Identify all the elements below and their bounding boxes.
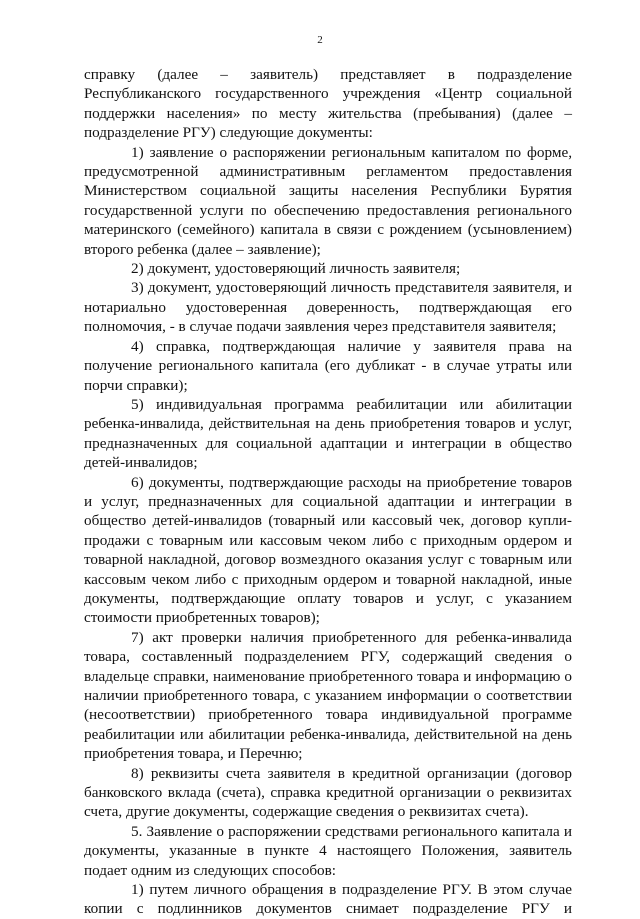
text-line: наличии приобретенного товара, с указанием информации о соответствии [84, 687, 572, 704]
text-line: материнского (семейного) капитала в связи с рождением (усыновлением) [84, 221, 572, 239]
text-line: и услуг, предназначенных для социальной адаптации и интеграции в [84, 492, 572, 510]
text-line: 1) заявление о распоряжении региональным капиталом по форме, [131, 143, 572, 161]
text-line: 7) акт проверки наличия приобретенного для ребенка-инвалида [131, 628, 572, 646]
text-line: банковского вклада (счета), справка кредитной организации о реквизитах [84, 784, 572, 802]
text-line: документы, подтверждающие оплату товаров и услуг, с указанием [84, 589, 572, 607]
text-line: государственной услуги по обеспечению предоставления регионального [84, 201, 572, 219]
text-line: порчи справки); [84, 376, 188, 394]
text-line: 1) путем личного обращения в подразделение РГУ. В этом случае [131, 881, 572, 899]
text-line: 5) индивидуальная программа реабилитации или абилитации [131, 395, 572, 413]
text-line: поддержки населения» по месту жительства (пребывания) (далее – [84, 104, 572, 122]
text-line: общество детей-инвалидов (товарный или кассовый чек, договор купли- [84, 512, 572, 530]
document-body [84, 65, 572, 919]
text-line: нотариально удостоверенная доверенность, подтверждающая его [84, 298, 572, 316]
text-line: 4) справка, подтверждающая наличие у заявителя права на [131, 337, 572, 355]
text-line: реабилитации или абилитации ребенка-инвалида, действительной на день [84, 725, 572, 743]
text-line: товарной накладной, договор возмездного оказания услуг с товарным или [84, 551, 572, 569]
text-line: 5. Заявление о распоряжении средствами регионального капитала и [131, 822, 572, 840]
text-line: 2) документ, удостоверяющий личность заявителя; [131, 260, 461, 278]
text-line: (несоответствии) приобретенного товара индивидуальной программе [84, 706, 572, 724]
text-line: копии с подлинников документов снимает подразделение РГУ и [84, 900, 572, 918]
page-number: 2 [317, 34, 323, 46]
text-line: продажи с товарным или кассовым чеком либо с приходным ордером и [84, 531, 572, 549]
text-line: приобретения товара, и Перечню; [84, 745, 303, 763]
text-line: получение регионального капитала (его дубликат - в случае утраты или [84, 357, 572, 375]
text-line: детей-инвалидов; [84, 454, 198, 472]
text-line: Министерством социальной защиты населения Республики Бурятия [84, 182, 572, 200]
text-line: документы, указанные в пункте 4 настоящего Положения, заявитель [84, 842, 572, 860]
text-line: стоимости приобретенных товаров); [84, 609, 320, 627]
text-line: подразделение РГУ) следующие документы: [84, 124, 373, 142]
text-line: товара, составленный подразделением РГУ, содержащий сведения о [84, 648, 572, 666]
text-line: 6) документы, подтверждающие расходы на приобретение товаров [131, 473, 572, 491]
text-line: кассовым чеком либо с приходным ордером и товарной накладной, иные [84, 570, 572, 588]
text-line: предназначенных для социальной адаптации и интеграции в общество [84, 434, 572, 452]
text-line: второго ребенка (далее – заявление); [84, 240, 321, 258]
text-line: предусмотренной административным регламентом предоставления [84, 163, 572, 181]
text-line: подает одним из следующих способов: [84, 861, 337, 879]
text-line: полномочия, - в случае подачи заявления через представителя заявителя; [84, 318, 557, 336]
text-line: справку (далее – заявитель) представляет в подразделение [84, 66, 572, 83]
text-line: счета, другие документы, содержащие сведения о реквизитах счета). [84, 803, 529, 821]
text-line: владельце справки, наименование приобретенного товара и информацию о [84, 667, 572, 685]
text-line: Республиканского государственного учреждения «Центр социальной [84, 85, 572, 103]
text-line: ребенка-инвалида, действительная на день приобретения товаров и услуг, [84, 415, 572, 433]
text-line: 8) реквизиты счета заявителя в кредитной организации (договор [131, 764, 572, 782]
text-line: 3) документ, удостоверяющий личность представителя заявителя, и [131, 279, 572, 297]
